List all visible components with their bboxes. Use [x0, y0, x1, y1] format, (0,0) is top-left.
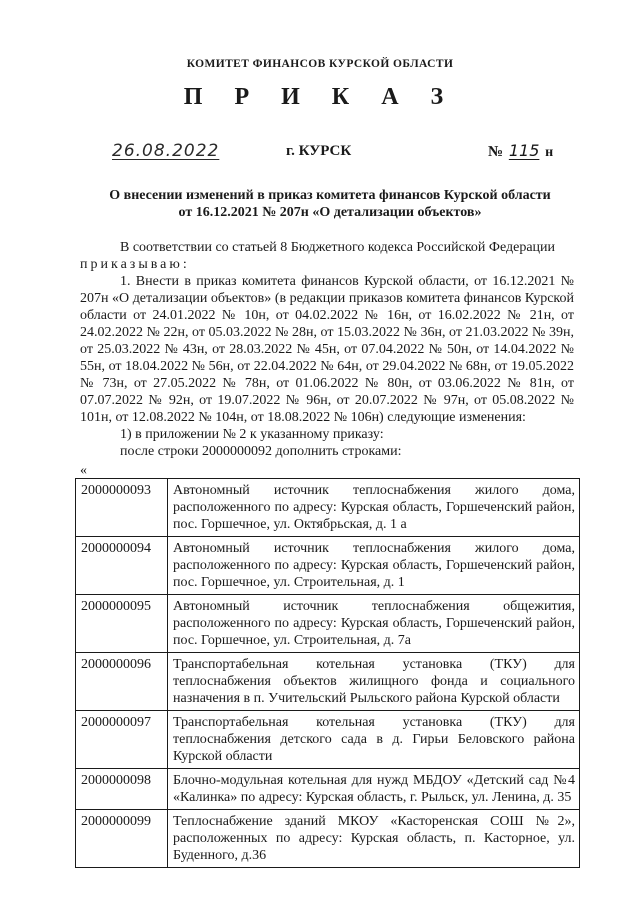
object-code: 2000000099	[76, 810, 168, 868]
object-description: Автономный источник теплоснабжения общежития, расположенного по адресу: Курская область, Горшеченский район, пос. Горшечное, ул. Строительная, д. 7а	[168, 595, 580, 653]
order-number-prefix: №	[488, 144, 504, 160]
object-code: 2000000098	[76, 769, 168, 810]
subitem-1: 1) в приложении № 2 к указанному приказу:	[120, 427, 384, 442]
order-city: г. КУРСК	[286, 143, 352, 159]
order-number-suffix: н	[545, 145, 554, 160]
table-row	[76, 810, 580, 868]
table-row	[76, 653, 580, 711]
object-description: Автономный источник теплоснабжения жилого дома, расположенного по адресу: Курская область, Горшеченский район, пос. Горшечное, ул. Строительная, д. 1	[168, 537, 580, 595]
subject-line-1: О внесении изменений в приказ комитета финансов Курской области	[109, 188, 551, 203]
table-row	[76, 769, 580, 810]
object-code: 2000000095	[76, 595, 168, 653]
table-row	[76, 479, 580, 537]
item-1: 1. Внести в приказ комитета финансов Курской области, от 16.12.2021 № 207н «О детализации объектов» (в редакции приказов комитета финансов Курской области от 24.01.2022 № 10н, от 04.02.2022 № 16н, от 16.02.2022 № 21н, от 24.02.2022 № 22н, от 05.03.2022 № 28н, от 15.03.2022 № 36н, от 21.03.2022 № 39н, от 25.03.2022 № 43н, от 28.03.2022 № 45н, от 07.04.2022 № 50н, от 14.04.2022 № 55н, от 18.04.2022 № 56н, от 22.04.2022 № 64н, от 29.04.2022 № 68н, от 19.05.2022 № 73н, от 27.05.2022 № 78н, от 01.06.2022 № 80н, от 03.06.2022 № 81н, от 07.07.2022 № 92н, от 19.07.2022 № 96н, от 20.07.2022 № 97н, от 05.08.2022 № 101н, от 12.08.2022 № 104н, от 18.08.2022 № 106н) следующие изменения:	[80, 274, 574, 425]
table-row	[76, 595, 580, 653]
order-title: П Р И К А З	[183, 84, 457, 110]
after-line-text: после строки 2000000092 дополнить строками:	[120, 444, 402, 459]
order-number	[488, 141, 553, 161]
object-code: 2000000093	[76, 479, 168, 537]
objects-table	[75, 478, 580, 868]
object-description: Транспортабельная котельная установка (ТКУ) для теплоснабжения объектов жилищного фонда и социального назначения в п. Учительский Рыльского района Курской области	[168, 653, 580, 711]
subject-line-2: от 16.12.2021 № 207н «О детализации объектов»	[178, 205, 482, 220]
object-code: 2000000096	[76, 653, 168, 711]
opening-quote: «	[80, 463, 87, 478]
object-code: 2000000097	[76, 711, 168, 769]
preamble: В соответствии со статьей 8 Бюджетного кодекса Российской Федерации	[120, 240, 556, 255]
order-date: 26.08.2022	[112, 141, 220, 161]
object-code: 2000000094	[76, 537, 168, 595]
table-row	[76, 537, 580, 595]
object-description: Теплоснабжение зданий МКОУ «Касторенская СОШ №2», расположенных по адресу: Курская область, п. Касторное, ул. Буденного, д.36	[168, 810, 580, 868]
order-body	[80, 239, 574, 460]
object-description: Транспортабельная котельная установка (ТКУ) для теплоснабжения детского сада в д. Гирьи Беловского района Курской области	[168, 711, 580, 769]
order-subject	[80, 187, 580, 221]
order-word: приказываю:	[80, 257, 190, 272]
table-row	[76, 711, 580, 769]
order-number-value: 115	[508, 141, 540, 160]
object-description: Автономный источник теплоснабжения жилого дома, расположенного по адресу: Курская область, Горшеченский район, пос. Горшечное, ул. Октябрьская, д. 1 а	[168, 479, 580, 537]
object-description: Блочно-модульная котельная для нужд МБДОУ «Детский сад №4 «Калинка» по адресу: Курская область, г. Рыльск, ул. Ленина, д. 35	[168, 769, 580, 810]
committee-header: КОМИТЕТ ФИНАНСОВ КУРСКОЙ ОБЛАСТИ	[186, 58, 454, 70]
